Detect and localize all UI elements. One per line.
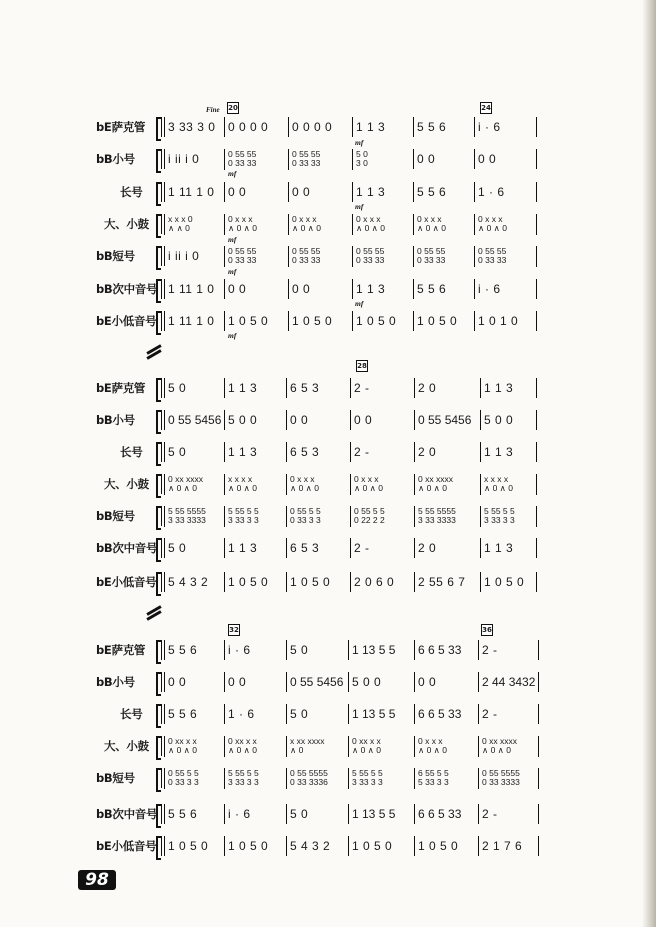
measure (288, 246, 352, 267)
instrument-label: bB短号 (96, 771, 135, 785)
measure: 2 - (478, 704, 539, 724)
measure: i ii i 0 (164, 246, 224, 266)
measure: 0 0 (164, 672, 224, 692)
measure-line: 5 55 5555 (418, 506, 456, 516)
measure (224, 149, 288, 170)
measure (350, 474, 414, 495)
measure: 5 5 6 (413, 182, 474, 202)
measure: 0 0 (224, 672, 286, 692)
measure-line: 0 x x x (356, 214, 381, 224)
staff-row (0, 670, 656, 694)
fine-marking: Fine (206, 106, 220, 114)
measure: 6 6 5 33 (414, 804, 478, 824)
staff-row (0, 472, 656, 496)
dynamic-mf: mf (355, 202, 364, 211)
measure: 0 0 (224, 182, 288, 202)
measure: 0 0 (474, 149, 537, 169)
measure-line: 3 33 3 3 (228, 777, 259, 787)
measure: 0 55 5456 (286, 672, 348, 692)
page-number: 98 (78, 870, 116, 890)
measure-line: 0 xx xxxx (418, 474, 453, 484)
instrument-label: 长号 (120, 707, 143, 721)
measure-line: 0 33 33 (478, 255, 507, 265)
measure: 5 0 (164, 442, 224, 462)
measure-line: 5 0 (356, 149, 368, 159)
measure (224, 246, 288, 267)
system-separator-mark (146, 606, 162, 620)
measure (224, 768, 286, 789)
instrument-label: bE小低音号 (96, 839, 157, 853)
measure: 5 0 (286, 804, 348, 824)
measure (224, 214, 288, 235)
measure-line: 3 33 3333 (168, 515, 206, 525)
staff-row (0, 244, 656, 268)
staff-row (0, 834, 656, 858)
staff-row (0, 504, 656, 528)
instrument-label: bE小低音号 (96, 575, 157, 589)
measure: 2 - (350, 538, 414, 558)
measure (480, 506, 537, 527)
measure: i ii i 0 (164, 149, 224, 169)
measure: 1 11 1 0 (164, 311, 224, 331)
measure-line: 0 55 5 5 (354, 506, 385, 516)
measure-line: 0 33 33 (292, 255, 321, 265)
measure: 2 0 (414, 538, 480, 558)
measure: 5 4 3 2 (286, 836, 348, 856)
measure: 1 · 6 (474, 182, 537, 202)
instrument-label: bE萨克管 (96, 643, 146, 657)
measure-line: 0 xx x x (168, 736, 197, 746)
measure: 2 - (478, 804, 539, 824)
measure (286, 474, 350, 495)
staff-row (0, 702, 656, 726)
measure (164, 506, 224, 527)
measure: 5 0 0 (480, 410, 537, 430)
staff-row (0, 766, 656, 790)
measure-line: ∧ 0 ∧ 0 (168, 745, 197, 755)
measure: 2 1 7 6 (478, 836, 539, 856)
instrument-label: bB小号 (96, 413, 135, 427)
staff-row (0, 309, 656, 333)
measure (288, 149, 352, 170)
measure-line: ∧ 0 ∧ 0 (228, 483, 257, 493)
measure (352, 214, 413, 235)
measure-line: 0 xx x x (228, 736, 257, 746)
measure-line: 0 xx x x (352, 736, 381, 746)
measure: 1 0 5 0 (224, 311, 288, 331)
measure (413, 246, 474, 267)
measure-line: ∧ 0 ∧ 0 (417, 223, 446, 233)
measure (480, 474, 537, 495)
instrument-label: 大、小鼓 (104, 217, 149, 231)
measure: 0 0 (414, 672, 478, 692)
measure-line: ∧ 0 ∧ 0 (418, 745, 447, 755)
measure: 1 0 5 0 (414, 836, 478, 856)
measure-line: 0 33 3 3 (290, 515, 321, 525)
instrument-label: bB小号 (96, 152, 135, 166)
measure-line: 3 0 (356, 158, 368, 168)
measure: 1 · 6 (224, 704, 286, 724)
measure: 0 0 0 0 (224, 117, 288, 137)
dynamic-mf: mf (228, 235, 237, 244)
measure-line: 0 33 3 3 (168, 777, 199, 787)
measure (414, 768, 478, 789)
measure-line: 0 xx xxxx (482, 736, 517, 746)
measure: 0 55 5456 (164, 410, 224, 430)
measure: 6 5 3 (286, 538, 350, 558)
measure-line: 0 xx xxxx (168, 474, 203, 484)
measure-line: x x x x (228, 474, 253, 484)
measure: 1 0 5 0 (164, 836, 224, 856)
staff-row (0, 277, 656, 301)
measure: 2 0 (414, 442, 480, 462)
measure: 0 0 0 0 (288, 117, 352, 137)
measure: 5 0 (164, 538, 224, 558)
measure-line: 5 55 5555 (168, 506, 206, 516)
instrument-label: bB小号 (96, 675, 135, 689)
measure: 1 0 5 0 (413, 311, 474, 331)
measure: 5 5 6 (413, 279, 474, 299)
measure-line: 0 33 33 (228, 158, 257, 168)
staff-row (0, 147, 656, 171)
measure (164, 768, 224, 789)
staff-row (0, 570, 656, 594)
measure: 5 5 6 (164, 704, 224, 724)
measure-line: ∧ 0 ∧ 0 (228, 745, 257, 755)
measure-line: 0 x x x (418, 736, 443, 746)
measure: i · 6 (474, 117, 537, 137)
measure: 6 6 5 33 (414, 640, 478, 660)
measure (478, 768, 539, 789)
measure: i · 6 (224, 804, 286, 824)
measure: 1 0 5 0 (348, 836, 414, 856)
measure (474, 214, 537, 235)
measure-line: 0 55 5 5 (168, 768, 199, 778)
measure: 6 6 5 33 (414, 704, 478, 724)
instrument-label: bE萨克管 (96, 381, 146, 395)
measure-line: 6 55 5 5 (418, 768, 449, 778)
measure-line: x xx xxxx (290, 736, 325, 746)
measure-line: 0 55 55 (228, 149, 257, 159)
measure: 5 5 6 (164, 804, 224, 824)
measure: 2 - (350, 378, 414, 398)
instrument-label: bE萨克管 (96, 120, 146, 134)
measure: i · 6 (224, 640, 286, 660)
measure: 1 1 3 (480, 442, 537, 462)
instrument-label: bB短号 (96, 249, 135, 263)
measure-line: 0 55 55 (356, 246, 385, 256)
dynamic-mf: mf (355, 299, 364, 308)
measure: 1 1 3 (352, 182, 413, 202)
staff-row (0, 638, 656, 662)
measure (478, 736, 539, 757)
measure: 1 1 3 (352, 279, 413, 299)
measure-line: 5 33 3 3 (418, 777, 449, 787)
dynamic-mf: mf (355, 138, 364, 147)
measure: 5 0 (286, 640, 348, 660)
measure-line: 0 55 55 (228, 246, 257, 256)
measure (288, 214, 352, 235)
measure-line: 0 x x x (354, 474, 379, 484)
rehearsal-mark: 28 (357, 362, 367, 370)
measure: 1 11 1 0 (164, 182, 224, 202)
dynamic-mf: mf (228, 331, 237, 340)
measure: 2 - (478, 640, 539, 660)
measure (414, 474, 480, 495)
measure-line: 0 33 33 (292, 158, 321, 168)
measure: i · 6 (474, 279, 537, 299)
measure: 5 4 3 2 (164, 572, 224, 592)
staff-row (0, 115, 656, 139)
rehearsal-mark: 36 (482, 626, 492, 634)
measure (224, 506, 286, 527)
staff-row (0, 536, 656, 560)
measure: 1 13 5 5 (348, 704, 414, 724)
measure-line: 5 55 5 5 (228, 506, 259, 516)
measure-line: ∧ 0 ∧ 0 (292, 223, 321, 233)
measure (414, 736, 478, 757)
measure (164, 214, 224, 235)
instrument-label: bE小低音号 (96, 314, 157, 328)
measure-line: 0 22 2 2 (354, 515, 385, 525)
measure (286, 506, 350, 527)
measure-line: 0 x x x (417, 214, 442, 224)
measure: 1 0 5 0 (352, 311, 413, 331)
measure: 0 55 5456 (414, 410, 480, 430)
staff-row (0, 376, 656, 400)
measure: 0 0 (288, 279, 352, 299)
measure-line: 3 33 3 3 (352, 777, 383, 787)
measure: 1 1 3 (224, 442, 286, 462)
measure-line: 0 33 3336 (290, 777, 328, 787)
measure-line: ∧ 0 ∧ 0 (478, 223, 507, 233)
measure: 0 0 (224, 279, 288, 299)
measure: 1 1 3 (352, 117, 413, 137)
measure: 1 1 3 (480, 538, 537, 558)
measure-line: 0 55 55 (417, 246, 446, 256)
measure-line: ∧ ∧ 0 (168, 223, 190, 233)
measure: 1 13 5 5 (348, 640, 414, 660)
measure-line: 0 x x x (290, 474, 315, 484)
measure-line: 3 33 3 3 (484, 515, 515, 525)
measure-line: ∧ 0 ∧ 0 (290, 483, 319, 493)
measure: 5 0 0 (224, 410, 286, 430)
measure: 1 11 1 0 (164, 279, 224, 299)
dynamic-mf: mf (228, 169, 237, 178)
measure: 1 0 5 0 (288, 311, 352, 331)
measure: 1 1 3 (480, 378, 537, 398)
measure: 5 0 0 (348, 672, 414, 692)
measure: 2 44 3432 (478, 672, 539, 692)
measure-line: 0 55 5555 (482, 768, 520, 778)
measure: 5 0 (164, 378, 224, 398)
instrument-label: 大、小鼓 (104, 477, 149, 491)
measure-line: 0 55 55 (292, 149, 321, 159)
measure: 2 0 6 0 (350, 572, 414, 592)
staff-row (0, 408, 656, 432)
measure-line: 0 55 5555 (290, 768, 328, 778)
measure-line: ∧ 0 ∧ 0 (482, 745, 511, 755)
measure: 2 55 6 7 (414, 572, 480, 592)
measure-line: x x x 0 (168, 214, 193, 224)
measure: 1 1 3 (224, 538, 286, 558)
measure: 0 0 (413, 149, 474, 169)
measure: 2 - (350, 442, 414, 462)
measure: 1 1 3 (224, 378, 286, 398)
measure-line: 0 55 55 (292, 246, 321, 256)
measure-line: ∧ 0 (290, 745, 304, 755)
measure: 1 0 5 0 (480, 572, 537, 592)
staff-row (0, 180, 656, 204)
measure (224, 736, 286, 757)
measure (350, 506, 414, 527)
instrument-label: bB次中音号 (96, 807, 158, 821)
measure-line: 3 33 3333 (418, 515, 456, 525)
instrument-label: bB次中音号 (96, 541, 158, 555)
measure-line: 5 55 5 5 (484, 506, 515, 516)
instrument-label: 大、小鼓 (104, 739, 149, 753)
measure: 5 5 6 (164, 640, 224, 660)
measure: 3 33 3 0 (164, 117, 224, 137)
measure-line: 0 33 33 (417, 255, 446, 265)
measure (414, 506, 480, 527)
measure (413, 214, 474, 235)
measure-line: 5 55 5 5 (228, 768, 259, 778)
measure-line: 0 x x x (478, 214, 503, 224)
measure-line: x x x x (484, 474, 509, 484)
instrument-label: 长号 (120, 445, 143, 459)
instrument-label: bB短号 (96, 509, 135, 523)
measure (224, 474, 286, 495)
measure-line: ∧ 0 ∧ 0 (168, 483, 197, 493)
measure: 1 0 5 0 (224, 836, 286, 856)
measure: 5 0 (286, 704, 348, 724)
measure: 0 0 (350, 410, 414, 430)
measure: 1 0 1 0 (474, 311, 537, 331)
measure (164, 474, 224, 495)
measure (286, 736, 348, 757)
measure: 0 0 (288, 182, 352, 202)
measure-line: ∧ 0 ∧ 0 (352, 745, 381, 755)
measure: 1 0 5 0 (286, 572, 350, 592)
measure-line: 3 33 3 3 (228, 515, 259, 525)
rehearsal-mark: 32 (229, 626, 239, 634)
system-separator-mark (146, 345, 162, 359)
staff-row (0, 212, 656, 236)
dynamic-mf: mf (228, 267, 237, 276)
staff-row (0, 734, 656, 758)
measure-line: ∧ 0 ∧ 0 (354, 483, 383, 493)
measure (348, 736, 414, 757)
measure (286, 768, 348, 789)
measure: 5 5 6 (413, 117, 474, 137)
measure (348, 768, 414, 789)
staff-row (0, 440, 656, 464)
instrument-label: 长号 (120, 185, 143, 199)
measure: 1 0 5 0 (224, 572, 286, 592)
measure-line: 5 55 5 5 (352, 768, 383, 778)
staff-row (0, 802, 656, 826)
measure-line: 0 55 5 5 (290, 506, 321, 516)
measure-line: 0 x x x (228, 214, 253, 224)
rehearsal-mark: 20 (228, 104, 238, 112)
measure-line: ∧ 0 ∧ 0 (418, 483, 447, 493)
measure-line: ∧ 0 ∧ 0 (228, 223, 257, 233)
measure-line: ∧ 0 ∧ 0 (356, 223, 385, 233)
measure: 0 0 (286, 410, 350, 430)
measure-line: 0 55 55 (478, 246, 507, 256)
measure (352, 149, 413, 170)
measure (164, 736, 224, 757)
measure-line: 0 33 33 (228, 255, 257, 265)
measure: 6 5 3 (286, 442, 350, 462)
measure: 2 0 (414, 378, 480, 398)
measure-line: 0 x x x (292, 214, 317, 224)
measure-line: 0 33 33 (356, 255, 385, 265)
measure-line: ∧ 0 ∧ 0 (484, 483, 513, 493)
measure (474, 246, 537, 267)
measure (352, 246, 413, 267)
instrument-label: bB次中音号 (96, 282, 158, 296)
measure: 1 13 5 5 (348, 804, 414, 824)
rehearsal-mark: 24 (481, 104, 491, 112)
measure-line: 0 33 3333 (482, 777, 520, 787)
measure: 6 5 3 (286, 378, 350, 398)
